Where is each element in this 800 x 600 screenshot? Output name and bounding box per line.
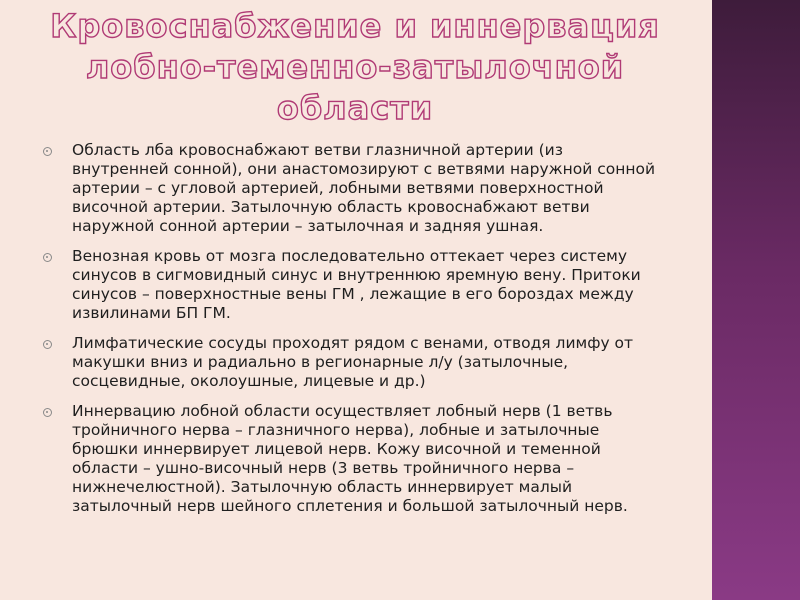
- slide-title-line-3: области: [276, 89, 434, 127]
- bullet-icon: [43, 340, 52, 349]
- slide-title-line-1: Кровоснабжение и иннервация: [50, 7, 660, 45]
- bullet-text: Лимфатические сосуды проходят рядом с венами, отводя лимфу от макушки вниз и радиально в регионарные л/у (затылочные, сосцевидные, околоушные, лицевые и др.): [72, 334, 634, 390]
- bullet-icon: [43, 147, 52, 156]
- slide-title: [30, 6, 680, 129]
- bullet-item: [42, 402, 660, 516]
- bullet-text: Иннервацию лобной области осуществляет лобный нерв (1 ветвь тройничного нерва – глазничного нерва), лобные и затылочные брюшки иннервирует лицевой нерв. Кожу височной и теменной области – ушно-височный нерв (3 ветвь тройничного нерва – нижнечелюстной). Затылочную область иннервирует малый затылочный нерв шейного сплетения и большой затылочный нерв.: [72, 402, 628, 515]
- slide-title-line-2: лобно-теменно-затылочной: [85, 48, 625, 86]
- bullet-text: Венозная кровь от мозга последовательно оттекает через систему синусов в сигмовидный синус и внутреннюю яремную вену. Притоки синусов – поверхностные вены ГМ , лежащие в его бороздах между извилинами БП ГМ.: [72, 247, 641, 322]
- decorative-side-band: [712, 0, 800, 600]
- bullet-item: [42, 334, 660, 391]
- bullet-item: [42, 141, 660, 236]
- bullet-icon: [43, 408, 52, 417]
- bullet-item: [42, 247, 660, 323]
- bullet-text: Область лба кровоснабжают ветви глазничной артерии (из внутренней сонной), они анастомозируют с ветвями наружной сонной артерии – с угловой артерией, лобными ветвями поверхностной височной артерии. Затылочную область кровоснабжают ветви наружной сонной артерии – затылочная и задняя ушная.: [72, 141, 656, 235]
- bullet-icon: [43, 253, 52, 262]
- bullet-list: [42, 141, 660, 527]
